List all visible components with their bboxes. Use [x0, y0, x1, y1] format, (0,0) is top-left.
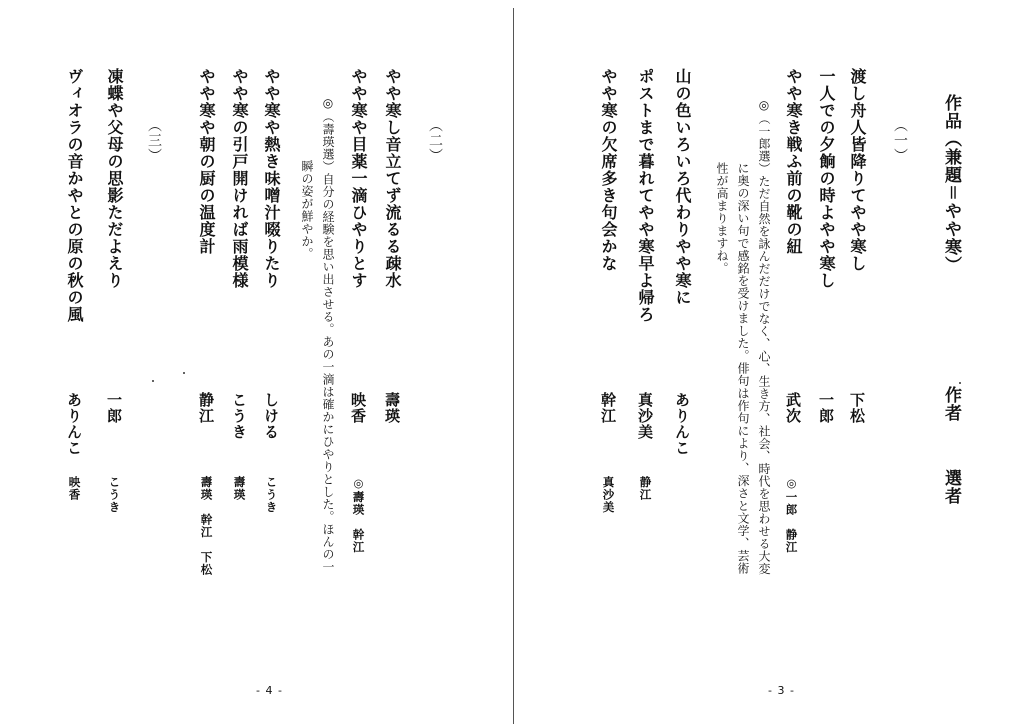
- haiku-author: 映香: [349, 392, 367, 424]
- selector-comment-line: 性が高まりますね。: [715, 162, 729, 275]
- haiku: やや寒や目薬一滴ひやりとす: [349, 68, 368, 289]
- haiku-author: 一郎: [817, 392, 835, 424]
- haiku-selectors: 映香: [67, 476, 82, 501]
- haiku: 山の色いろいろ代わりやや寒に: [673, 68, 692, 306]
- haiku: ポストまで暮れてやや寒早よ帰ろ: [636, 68, 655, 323]
- haiku-author: 静江: [197, 392, 215, 424]
- selector-heading: 選者: [941, 469, 961, 505]
- haiku: 凍蝶や父母の思影ただよえり: [105, 68, 124, 289]
- haiku-author: ありんこ: [65, 392, 83, 456]
- scan-speck: [183, 372, 185, 374]
- page-title: 作品（兼題＝やや寒）: [941, 94, 961, 274]
- haiku-author: ありんこ: [673, 392, 691, 456]
- haiku: やや寒の引戸開ければ雨模様: [230, 68, 249, 289]
- haiku-author: 幹江: [599, 392, 617, 424]
- page-number: - 3 -: [768, 684, 795, 697]
- section-heading-2: （二）: [427, 118, 443, 163]
- haiku: やや寒き戦ふ前の靴の紐: [784, 68, 803, 255]
- selector-comment-line: ◎（一郎選）ただ自然を詠んだだけでなく、心、生き方、社会、時代を思わせる大変: [757, 98, 771, 575]
- haiku: やや寒し音立てず流るる疎水: [383, 68, 402, 289]
- haiku-author: 武次: [784, 392, 802, 424]
- haiku-author: 壽瑛: [383, 392, 401, 424]
- haiku: やや寒の欠席多き句会かな: [599, 68, 618, 272]
- scan-speck: [152, 380, 154, 382]
- haiku: 渡し舟人皆降りてやや寒し: [848, 68, 867, 272]
- haiku: ヴィオラの音かやとの原の秋の風: [65, 68, 84, 323]
- haiku: やや寒や熱き味噌汁啜りたり: [262, 68, 281, 289]
- haiku-selectors: 静江: [638, 476, 653, 501]
- section-heading-1: （一）: [892, 118, 908, 163]
- haiku-selectors: ◎一郎 静江: [784, 476, 799, 554]
- selector-comment-line: に奥の深い句で感銘を受けました。俳句は作句により、深さと文学、芸術: [736, 162, 750, 575]
- haiku-selectors: こうき: [264, 476, 279, 514]
- haiku-selectors: 壽瑛 幹江 下松: [199, 476, 214, 576]
- page-3: [513, 0, 1024, 724]
- haiku-author: しける: [262, 392, 280, 440]
- haiku-selectors: ◎壽瑛 幹江: [351, 476, 366, 554]
- haiku-selectors: 壽瑛: [232, 476, 247, 501]
- haiku-author: 一郎: [105, 392, 123, 424]
- selector-comment-line: ◎（壽瑛選）自分の経験を思い出させる。あの一滴は確かにひやりとした。ほんの一: [321, 96, 335, 573]
- haiku-author: 真沙美: [636, 392, 654, 440]
- haiku-author: こうき: [230, 392, 248, 440]
- scan-speck: [959, 382, 961, 384]
- haiku-selectors: 真沙美: [601, 476, 616, 514]
- haiku: 一人での夕餉の時よやや寒し: [817, 68, 836, 289]
- page-divider: [513, 8, 514, 724]
- haiku-selectors: こうき: [107, 476, 122, 514]
- author-heading: 作者: [941, 386, 961, 422]
- page-number: - 4 -: [256, 684, 283, 697]
- selector-comment-line: 瞬の姿が鮮やか。: [300, 160, 314, 260]
- haiku-author: 下松: [848, 392, 866, 424]
- section-heading-3: （三）: [146, 118, 162, 163]
- haiku: やや寒や朝の厨の温度計: [197, 68, 216, 255]
